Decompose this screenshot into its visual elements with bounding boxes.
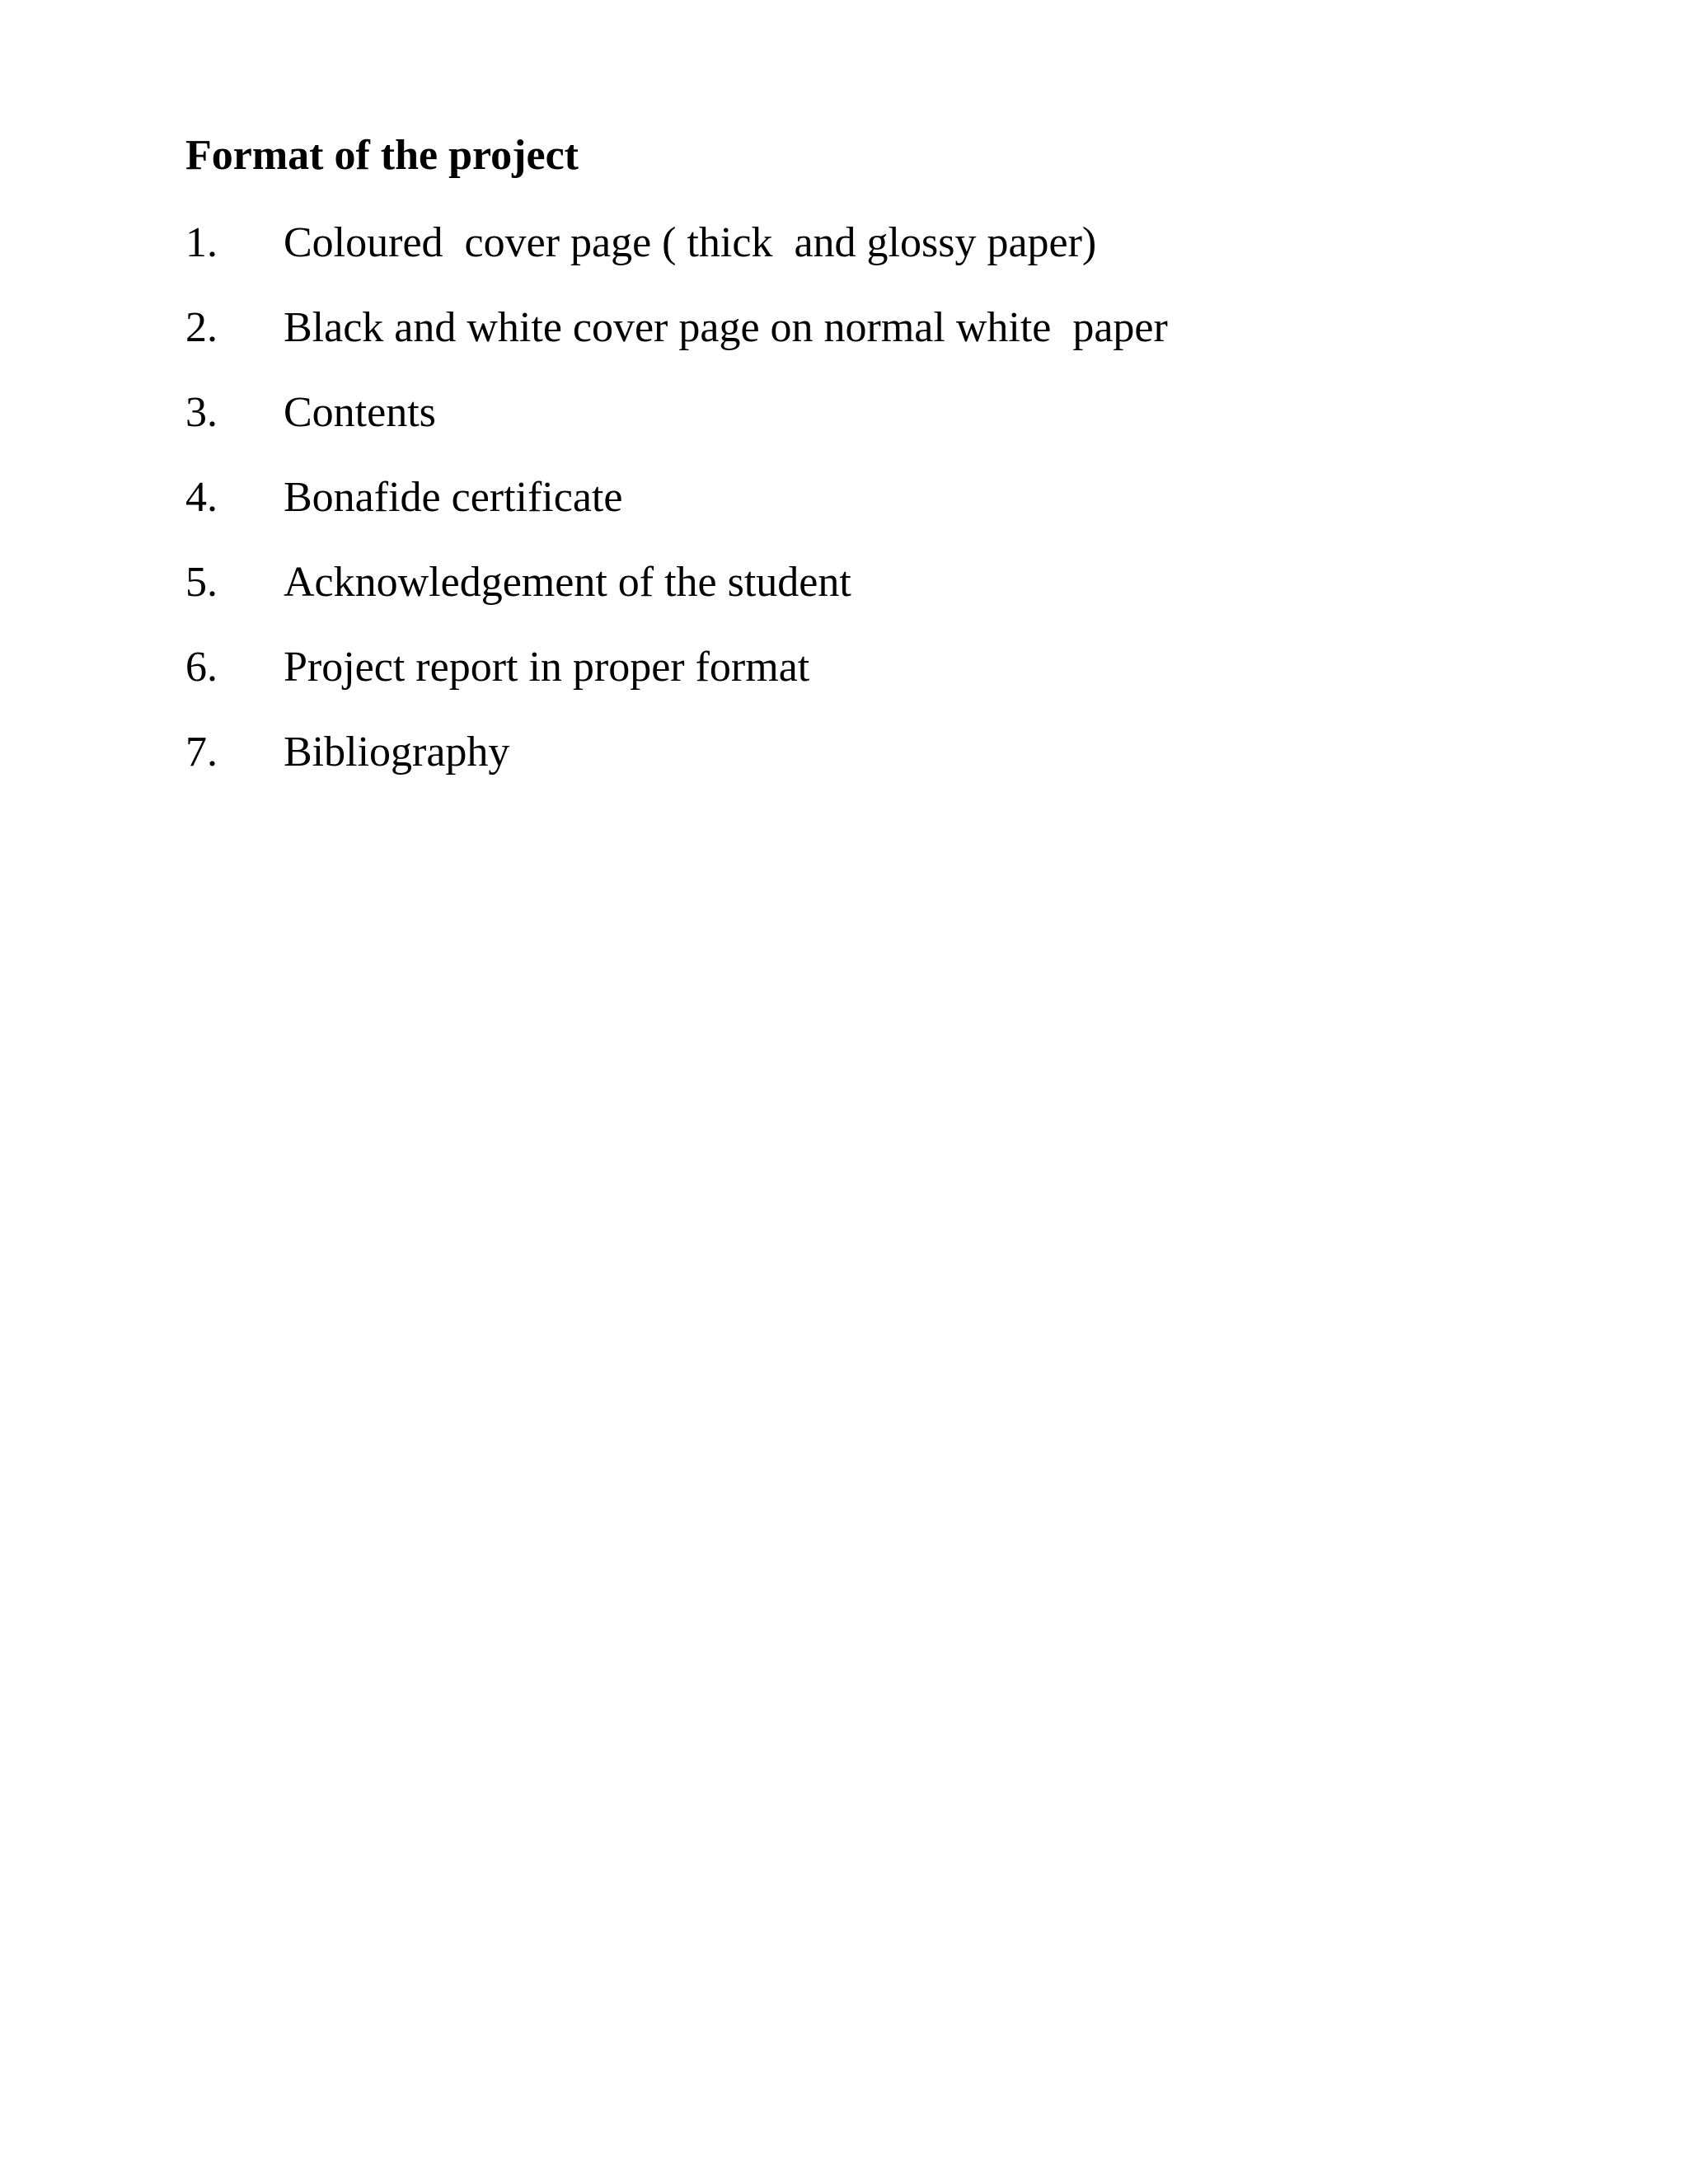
list-item-number: 1. (185, 219, 218, 266)
list-item-number: 2. (185, 304, 218, 351)
list-item-number: 7. (185, 729, 218, 776)
list-item-text: Bonafide certificate (284, 474, 623, 521)
list-item-text: Acknowledgement of the student (284, 559, 851, 606)
list-item (185, 302, 1168, 387)
list-item-number: 6. (185, 644, 218, 691)
list-item-number: 3. (185, 389, 218, 436)
project-format-list (185, 218, 1168, 812)
list-item-number: 5. (185, 559, 218, 606)
list-item-text: Coloured cover page ( thick and glossy paper) (284, 219, 1097, 266)
list-item (185, 727, 1168, 812)
list-item-number: 4. (185, 474, 218, 521)
list-item-text: Contents (284, 389, 436, 436)
list-item-text: Black and white cover page on normal white paper (284, 304, 1168, 351)
list-item (185, 642, 1168, 727)
list-item-text: Project report in proper format (284, 644, 810, 691)
list-item (185, 387, 1168, 472)
list-item (185, 472, 1168, 557)
list-item-text: Bibliography (284, 729, 510, 776)
list-item (185, 557, 1168, 642)
list-item (185, 218, 1168, 302)
page-title: Format of the project (185, 132, 579, 179)
